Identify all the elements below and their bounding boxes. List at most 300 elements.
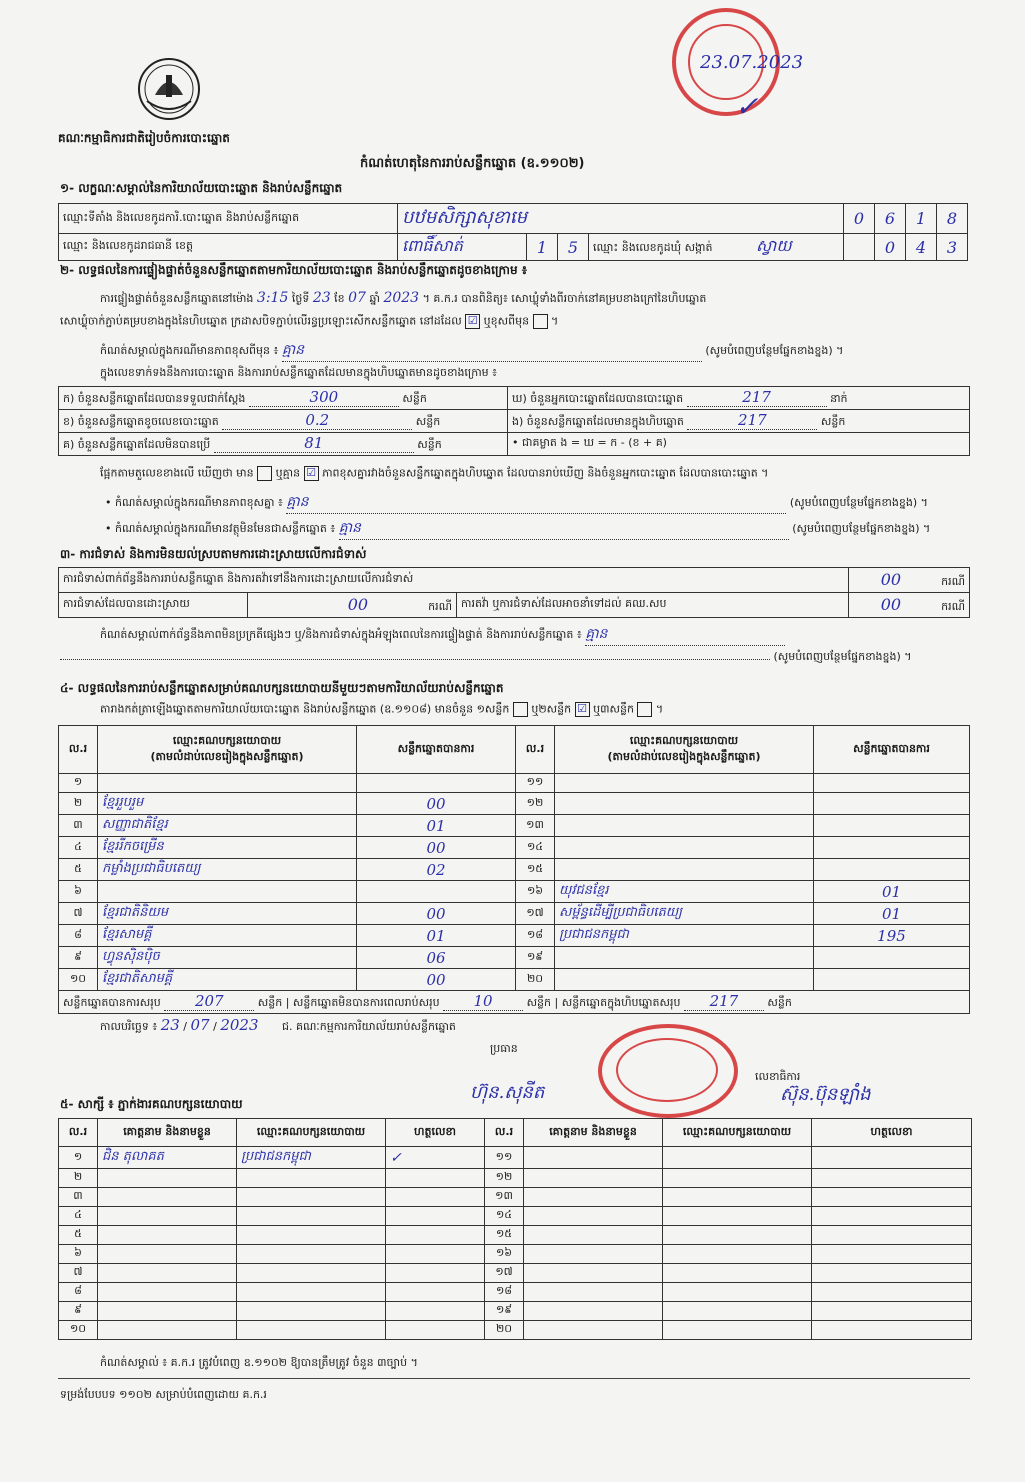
witness-name-right: [524, 1169, 663, 1188]
witness-sign-left: [386, 1169, 485, 1188]
section1-table: [58, 203, 968, 261]
col-votes-right: សន្លឹកឆ្នោតបានការ: [814, 726, 970, 774]
total-invalid-label: សន្លឹកឆ្នោតមិនបានការពេលរាប់សរុប: [292, 996, 440, 1009]
witness-no-left: ២: [59, 1169, 98, 1188]
result-no-right: ១៣: [516, 815, 555, 837]
stat-e-label: ង) ចំនួនសន្លឹកឆ្នោតដែលមានក្នុងហិបឆ្នោត: [512, 415, 684, 428]
witness-no-left: ១០: [59, 1321, 98, 1340]
witness-name-right: [524, 1245, 663, 1264]
objection-row2-right-value: [848, 593, 969, 618]
w-col-no-left: ល.រ: [59, 1119, 98, 1147]
result-no-left: ២: [59, 793, 98, 815]
witness-party-left: [237, 1321, 386, 1340]
result-party-left: [98, 774, 357, 793]
result-votes-left: 01: [357, 815, 516, 837]
results-row: [59, 815, 970, 837]
witness-party-left: [237, 1245, 386, 1264]
witness-name-left: [98, 1169, 237, 1188]
witness-no-right: ១២: [485, 1169, 524, 1188]
witness-party-left: [237, 1302, 386, 1321]
w-col-sign-right: ហត្ថលេខា: [812, 1119, 972, 1147]
sheets-3-checkbox[interactable]: [637, 702, 652, 717]
witness-no-right: ១៣: [485, 1188, 524, 1207]
total-valid: 207: [164, 992, 254, 1011]
results-row: [59, 793, 970, 815]
witness-party-right: [663, 1283, 812, 1302]
witness-no-left: ៩: [59, 1302, 98, 1321]
committee-label: ជ. គណៈកម្មការការិយាល័យរាប់សន្លឹកឆ្នោត: [282, 1020, 456, 1033]
result-no-right: ១៦: [516, 881, 555, 903]
result-no-left: ៦: [59, 881, 98, 903]
diff-text-b: ភាពខុសគ្នារវាងចំនួនសន្លឹកឆ្នោតក្នុងហិបឆ្នោត ដែលបានរាប់ឃើញ និងចំនួនអ្នកបោះឆ្នោត ដែលបានបោះឆ្នោត ។: [322, 466, 769, 480]
stats-intro: ក្នុងលេខទាក់ទងនឹងការបោះឆ្នោត និងការរាប់សន្លឹកឆ្នោតដែលមានក្នុងហិបឆ្នោតមានដូចខាងក្រោម ៖: [100, 366, 497, 379]
verify-year-label: ឆ្នាំ: [369, 292, 380, 305]
section3-note-line2: [60, 650, 970, 666]
org-name: គណៈកម្មាធិការជាតិរៀបចំការបោះឆ្នោត: [58, 131, 230, 145]
objection-row1-unit: ករណី: [941, 574, 965, 588]
witness-name-right: [524, 1283, 663, 1302]
witness-no-right: ១៥: [485, 1226, 524, 1245]
witness-sign-right: [812, 1188, 972, 1207]
witness-sign-left: [386, 1264, 485, 1283]
witness-name-right: [524, 1321, 663, 1340]
witness-name-left: [98, 1245, 237, 1264]
witness-name-right: [524, 1302, 663, 1321]
result-votes-left: 00: [357, 969, 516, 991]
verify-text-b: ។ គ.ក.រ បានពិនិត្យ៖ សោឃ្លុំទាំងពីរចាក់នៅគម្របខាងក្រៅនៃហិបឆ្នោត: [422, 292, 707, 305]
col-party-right-title: ឈ្មោះគណបក្សនយោបាយ: [629, 733, 739, 747]
result-votes-right: [814, 969, 970, 991]
result-no-right: ១៩: [516, 947, 555, 969]
commune-code-3: 3: [937, 234, 968, 261]
result-votes-right: [814, 815, 970, 837]
witness-no-right: ១១: [485, 1147, 524, 1169]
result-no-left: ៥: [59, 859, 98, 881]
col-no-right: ល.រ: [516, 726, 555, 774]
stat-b-unit: សន្លឹក: [415, 415, 441, 428]
witness-no-right: ១៦: [485, 1245, 524, 1264]
witness-no-right: ២០: [485, 1321, 524, 1340]
results-table: [58, 725, 970, 1014]
total-box: 217: [684, 992, 764, 1011]
stat-e-unit: សន្លឹក: [820, 415, 846, 428]
verify-line-2: សោឃ្លុំចាក់ភ្ជាប់គម្របខាងក្នុងនៃហិបឆ្នោត ក្រដាសបិទភ្ជាប់លើរន្ធប្រឡោះសើកសន្លឹកឆ្នោត នៅដដែល ☑ ឬខុសពីមុន ។: [60, 314, 559, 328]
result-votes-left: 02: [357, 859, 516, 881]
stat-b: [59, 410, 508, 433]
verify-text-a: ការផ្ទៀងផ្ទាត់ចំនួនសន្លឹកឆ្នោតនៅម៉ោង: [100, 292, 254, 305]
result-party-left: ខ្មែររួបរួម: [98, 793, 357, 815]
station-value: បឋមសិក្សាសុខាមេ: [398, 204, 844, 234]
result-votes-left: 00: [357, 903, 516, 925]
stat-d-unit: នាក់: [830, 392, 848, 405]
result-votes-right: 195: [814, 925, 970, 947]
results-row: [59, 925, 970, 947]
commune-value: ស្វាយ: [756, 236, 792, 255]
note-hint: (សូមបំពេញបន្ថែមផ្នែកខាងខ្នង) ។: [705, 344, 844, 357]
result-votes-left: 06: [357, 947, 516, 969]
witness-no-left: ៤: [59, 1207, 98, 1226]
results-row: [59, 774, 970, 793]
witness-name-left: [98, 1283, 237, 1302]
date-label: កាលបរិច្ឆេទ ៖: [100, 1020, 158, 1033]
bullet1-line: [105, 492, 928, 514]
result-no-left: ១: [59, 774, 98, 793]
witness-no-left: ៣: [59, 1188, 98, 1207]
result-party-left: ហ្វុនស៊ិនប៉ិច: [98, 947, 357, 969]
results-row: [59, 881, 970, 903]
witness-name-left: ជិន តុលាគត: [98, 1147, 237, 1169]
result-votes-left: 00: [357, 837, 516, 859]
witness-sign-left: [386, 1302, 485, 1321]
result-no-right: ១២: [516, 793, 555, 815]
witness-name-left: [98, 1264, 237, 1283]
verify-day-label: ថ្ងៃទី: [291, 292, 310, 305]
president-label: ប្រធាន: [490, 1042, 518, 1055]
section3-note-dots: [60, 659, 770, 660]
witness-sign-right: [812, 1283, 972, 1302]
witness-party-right: [663, 1321, 812, 1340]
province-label: ឈ្មោះ និងលេខកូដរាជធានី ខេត្ត: [59, 234, 398, 261]
witness-sign-left: [386, 1245, 485, 1264]
witness-no-left: ៧: [59, 1264, 98, 1283]
result-no-right: ២០: [516, 969, 555, 991]
objections-table: [58, 567, 970, 618]
section4-intro-or2: ឬ៣សន្លឹក: [593, 702, 634, 716]
witness-party-right: [663, 1147, 812, 1169]
results-row: [59, 837, 970, 859]
witness-party-left: ប្រជាជនកម្ពុជា: [237, 1147, 386, 1169]
witness-row: [59, 1188, 972, 1207]
secretary-label: លេខាធិការ: [755, 1070, 801, 1083]
station-label: ឈ្មោះទីតាំង និងលេខកូដការិ.បោះឆ្នោត និងរាប់សន្លឹកឆ្នោត: [59, 204, 398, 234]
result-votes-left: [357, 881, 516, 903]
diff-yes-checkbox[interactable]: [257, 466, 272, 481]
date-year: 2023: [220, 1016, 259, 1034]
bullet2-label: • កំណត់សម្គាល់ក្នុងករណីមានវត្ថុមិនមែនជាសន្លឹកឆ្នោត ៖: [105, 522, 336, 535]
result-votes-right: [814, 837, 970, 859]
station-code-4: 8: [937, 204, 968, 234]
stat-b-value: 0.2: [222, 411, 412, 430]
section4-intro-or1: ឬ២សន្លឹក: [531, 702, 572, 716]
witness-sign-right: [812, 1321, 972, 1340]
verify-year: 2023: [383, 290, 420, 306]
verify-or: ឬខុសពីមុន: [483, 314, 530, 328]
witness-party-left: [237, 1283, 386, 1302]
witness-party-right: [663, 1302, 812, 1321]
totals-row: សន្លឹកឆ្នោតបានការសរុប 207 សន្លឹក | សន្លឹកឆ្នោតមិនបានការពេលរាប់សរុប 10 សន្លឹក | សន្លឹកឆ្នោតក្នុងហិបឆ្នោតសរុប 217 សន្លឹក: [59, 991, 970, 1014]
witness-table: [58, 1118, 972, 1340]
result-party-right: យុវជនខ្មែរ: [555, 881, 814, 903]
witness-party-left: [237, 1264, 386, 1283]
stamp-top-signature: ✓: [735, 90, 759, 123]
bullet1-value: គ្មាន: [286, 492, 786, 514]
results-row: [59, 969, 970, 991]
commune-label: [589, 234, 844, 261]
witness-sign-right: [812, 1264, 972, 1283]
objection-row2-value: [248, 593, 457, 618]
w-col-party-right: ឈ្មោះគណបក្សនយោបាយ: [663, 1119, 812, 1147]
nec-emblem-icon: [135, 55, 203, 123]
stat-d-value: 217: [687, 388, 827, 407]
result-party-left: ខ្មែរជាតិនិយម: [98, 903, 357, 925]
result-party-right: សម្ព័ន្ធដើម្បីប្រជាធិបតេយ្យ: [555, 903, 814, 925]
signing-date: កាលបរិច្ឆេទ ៖ 23 / 07 / 2023 ជ. គណៈកម្មការការិយាល័យរាប់សន្លឹកឆ្នោត: [100, 1016, 456, 1034]
province-code-1: 1: [527, 234, 558, 261]
diff-no-checkbox[interactable]: ☑: [304, 466, 319, 481]
w-col-name-left: គោត្តនាម និងនាមខ្លួន: [98, 1119, 237, 1147]
witness-name-left: [98, 1188, 237, 1207]
result-votes-left: 00: [357, 793, 516, 815]
stat-a: [59, 387, 508, 410]
stamp-date: 23.07.2023: [700, 52, 804, 73]
stat-d: [508, 387, 970, 410]
station-code-1: 0: [844, 204, 875, 234]
section3-heading: ៣- ការជំទាស់ និងការមិនយល់ស្របតាមការដោះស្រាយលើការជំទាស់: [60, 547, 367, 561]
witness-name-right: [524, 1147, 663, 1169]
witness-name-right: [524, 1188, 663, 1207]
result-no-left: ៧: [59, 903, 98, 925]
station-code-2: 6: [875, 204, 906, 234]
result-party-left: ខ្មែរសាមគ្គី: [98, 925, 357, 947]
section3-note-label: កំណត់សម្គាល់ពាក់ព័ន្ធនឹងភាពមិនប្រក្រតីផ្សេងៗ ឬ/និងការជំទាស់ក្នុងអំឡុងពេលនៃការផ្ទៀងផ្ទាត់ និងការរាប់សន្លឹកឆ្នោត ៖: [100, 628, 582, 641]
results-row: [59, 859, 970, 881]
results-row: [59, 947, 970, 969]
witness-row: [59, 1245, 972, 1264]
section3-hint: (សូមបំពេញបន្ថែមផ្នែកខាងខ្នង) ។: [773, 650, 912, 663]
objection-row2-right-label: ការតវ៉ា ឬការជំទាស់ដែលអាចនាំទៅដល់ គឈ.សប: [457, 593, 849, 618]
section4-heading: ៤- លទ្ធផលនៃការរាប់សន្លឹកឆ្នោតសម្រាប់គណបក្សនយោបាយនីមួយៗតាមការិយាល័យរាប់សន្លឹកឆ្នោត: [60, 681, 504, 695]
result-party-left: ខ្មែរជាតិសាមគ្គី: [98, 969, 357, 991]
objection-row1-label: ការជំទាស់ពាក់ព័ន្ធនឹងការរាប់សន្លឹកឆ្នោត និងការតវ៉ាទៅនឹងការដោះស្រាយលើការជំទាស់: [59, 568, 849, 593]
w-col-no-right: ល.រ: [485, 1119, 524, 1147]
unchanged-checkbox[interactable]: ☑: [465, 314, 480, 329]
result-no-right: ១៧: [516, 903, 555, 925]
result-party-right: [555, 947, 814, 969]
bullet2-line: [105, 518, 930, 540]
total-box-unit: សន្លឹក: [767, 996, 792, 1009]
witness-row: [59, 1226, 972, 1245]
witness-name-right: [524, 1226, 663, 1245]
result-votes-right: 01: [814, 903, 970, 925]
official-stamp-bottom: [598, 1024, 738, 1118]
col-party-left-sub: (តាមលំដាប់លេខរៀងក្នុងសន្លឹកឆ្នោត): [150, 749, 304, 763]
section4-intro: តារាងកត់ត្រាឡើងឆ្នោតតាមការិយាល័យបោះឆ្នោត និងរាប់សន្លឹកឆ្នោត (ឧ.១១០៨) មានចំនួន ១សន្លឹក ឬ២សន្លឹក ☑ ឬ៣សន្លឹក ។: [100, 702, 664, 716]
stat-a-unit: សន្លឹក: [402, 392, 427, 405]
w-col-sign-left: ហត្ថលេខា: [386, 1119, 485, 1147]
witness-party-right: [663, 1207, 812, 1226]
bullet1-hint: (សូមបំពេញបន្ថែមផ្នែកខាងខ្នង) ។: [789, 496, 928, 509]
result-no-left: ៨: [59, 925, 98, 947]
diff-or: ឬគ្មាន: [275, 466, 301, 480]
witness-sign-left: [386, 1188, 485, 1207]
witness-row: [59, 1169, 972, 1188]
witness-row: [59, 1302, 972, 1321]
witness-sign-right: [812, 1302, 972, 1321]
witness-party-right: [663, 1245, 812, 1264]
footer-text: ទម្រង់បែបបទ ១១០២ សម្រាប់បំពេញដោយ គ.ក.រ: [60, 1388, 267, 1401]
objection-row2-unit: ករណី: [428, 599, 452, 613]
witness-party-left: [237, 1226, 386, 1245]
footnote: កំណត់សម្គាល់ ៖ គ.ក.រ ត្រូវបំពេញ ឧ.១១០២ ឱ្យបានត្រឹមត្រូវ ចំនួន ៣ច្បាប់ ។: [100, 1356, 418, 1369]
witness-name-left: [98, 1207, 237, 1226]
commune-code-empty: [844, 234, 875, 261]
form-title: កំណត់ហេតុនៃការរាប់សន្លឹកឆ្នោត (ឧ.១១០២): [360, 156, 585, 171]
commune-label-text: ឈ្មោះ និងលេខកូដឃុំ សង្កាត់: [593, 241, 713, 254]
station-code-3: 1: [906, 204, 937, 234]
sheets-1-checkbox[interactable]: [513, 702, 528, 717]
w-col-name-right: គោត្តនាម និងនាមខ្លួន: [524, 1119, 663, 1147]
witness-sign-right: [812, 1147, 972, 1169]
witness-party-right: [663, 1264, 812, 1283]
col-party-right: [555, 726, 814, 774]
result-party-left: កម្លាំងប្រជាធិបតេយ្យ: [98, 859, 357, 881]
result-party-right: [555, 815, 814, 837]
total-box-label: សន្លឹកឆ្នោតក្នុងហិបឆ្នោតសរុប: [561, 996, 681, 1009]
stat-c: [59, 433, 508, 456]
witness-party-left: [237, 1207, 386, 1226]
result-no-left: ៤: [59, 837, 98, 859]
witness-row: [59, 1207, 972, 1226]
result-votes-left: [357, 774, 516, 793]
stat-c-value: 81: [214, 434, 414, 453]
total-valid-label: សន្លឹកឆ្នោតបានការសរុប: [63, 996, 161, 1009]
witness-party-right: [663, 1226, 812, 1245]
result-party-left: ខ្មែររីកចម្រើន: [98, 837, 357, 859]
col-no-left: ល.រ: [59, 726, 98, 774]
witness-sign-right: [812, 1207, 972, 1226]
witness-party-right: [663, 1188, 812, 1207]
col-party-left: [98, 726, 357, 774]
witness-party-left: [237, 1188, 386, 1207]
witness-no-left: ១: [59, 1147, 98, 1169]
col-party-right-sub: (តាមលំដាប់លេខរៀងក្នុងសន្លឹកឆ្នោត): [607, 749, 761, 763]
witness-sign-left: [386, 1283, 485, 1302]
stat-d-label: ឃ) ចំនួនអ្នកបោះឆ្នោតដែលបានបោះឆ្នោត: [512, 392, 684, 405]
diff-line: [100, 466, 768, 483]
witness-no-left: ៥: [59, 1226, 98, 1245]
verify-line-1: [100, 290, 970, 308]
note-line: [100, 340, 970, 362]
section1-heading: ១- លក្ខណៈសម្គាល់នៃការិយាល័យបោះឆ្នោត និងរាប់សន្លឹកឆ្នោត: [60, 181, 343, 195]
result-no-right: ១១: [516, 774, 555, 793]
witness-no-left: ៨: [59, 1283, 98, 1302]
stat-a-value: 300: [249, 388, 399, 407]
objection-row2-label: ការជំទាស់ដែលបានដោះស្រាយ: [59, 593, 248, 618]
total-invalid: 10: [443, 992, 523, 1011]
diff-text-a: ផ្អែកតាមតួលេខខាងលើ ឃើញថា មាន: [100, 466, 254, 480]
witness-no-right: ១៤: [485, 1207, 524, 1226]
witness-name-left: [98, 1321, 237, 1340]
result-votes-right: [814, 859, 970, 881]
witness-sign-left: [386, 1321, 485, 1340]
result-party-right: [555, 774, 814, 793]
witness-sign-left: [386, 1207, 485, 1226]
result-no-left: ១០: [59, 969, 98, 991]
objection-row1-value: [848, 568, 969, 593]
date-month: 07: [190, 1016, 210, 1034]
result-votes-right: [814, 947, 970, 969]
secretary-signature: ស៊ុន.ប៊ុនឡាំង: [780, 1084, 871, 1105]
objection-row1-number: 00: [880, 569, 902, 589]
stat-e-value: 217: [687, 411, 817, 430]
witness-no-right: ១៩: [485, 1302, 524, 1321]
total-valid-unit: សន្លឹក: [257, 996, 283, 1009]
witness-name-left: [98, 1302, 237, 1321]
witness-body: [59, 1147, 972, 1340]
stat-a-label: ក) ចំនួនសន្លឹកឆ្នោតដែលបានទទួលជាក់ស្តែង: [63, 392, 246, 405]
section3-note: [100, 624, 785, 646]
witness-no-right: ១៧: [485, 1264, 524, 1283]
result-party-right: [555, 969, 814, 991]
province-code-2: 5: [558, 234, 589, 261]
result-votes-right: [814, 793, 970, 815]
witness-sign-left: ✓: [386, 1147, 485, 1169]
bullet1-label: • កំណត់សម្គាល់ក្នុងករណីមានភាពខុសគ្នា ៖: [105, 496, 283, 509]
verify-month: 07: [348, 290, 366, 306]
result-party-right: [555, 793, 814, 815]
stat-formula: • ជាគម្លាត ង = ឃ = ក - (ខ + គ): [508, 433, 970, 456]
witness-sign-left: [386, 1226, 485, 1245]
note-label: កំណត់សម្គាល់ក្នុងករណីមានភាពខុសពីមុន ៖: [100, 344, 279, 357]
witness-row: [59, 1321, 972, 1340]
witness-no-left: ៦: [59, 1245, 98, 1264]
result-no-right: ១៤: [516, 837, 555, 859]
verify-hour: 3:15: [256, 290, 289, 306]
stats-table: [58, 386, 970, 456]
witness-row: [59, 1147, 972, 1169]
result-votes-right: [814, 774, 970, 793]
sheets-2-checkbox[interactable]: ☑: [575, 702, 590, 717]
province-value: ពោធិ៍សាត់: [398, 234, 527, 261]
bullet2-hint: (សូមបំពេញបន្ថែមផ្នែកខាងខ្នង) ។: [792, 522, 931, 535]
date-day: 23: [160, 1016, 180, 1034]
witness-row: [59, 1264, 972, 1283]
stat-b-label: ខ) ចំនួនសន្លឹកឆ្នោតខូចលេខបោះឆ្នោត: [63, 415, 219, 428]
verify-month-label: ខែ: [334, 292, 345, 305]
section2-heading: ២- លទ្ធផលនៃការផ្ទៀងផ្ទាត់ចំនួនសន្លឹកឆ្នោតតាមការិយាល័យបោះឆ្នោត និងរាប់សន្លឹកឆ្នោតដូចខាងក្រោម ៖: [60, 263, 528, 277]
result-no-left: ៩: [59, 947, 98, 969]
result-party-right: ប្រជាជនកម្ពុជា: [555, 925, 814, 947]
verify-text-c: សោឃ្លុំចាក់ភ្ជាប់គម្របខាងក្នុងនៃហិបឆ្នោត ក្រដាសបិទភ្ជាប់លើរន្ធប្រឡោះសើកសន្លឹកឆ្នោត នៅដដែល: [60, 314, 462, 328]
witness-sign-right: [812, 1245, 972, 1264]
result-no-left: ៣: [59, 815, 98, 837]
stat-c-label: គ) ចំនួនសន្លឹកឆ្នោតដែលមិនបានប្រើ: [63, 438, 211, 451]
stat-c-unit: សន្លឹក: [417, 438, 442, 451]
result-party-right: [555, 837, 814, 859]
stat-e: [508, 410, 970, 433]
verify-day: 23: [312, 290, 331, 306]
result-votes-left: 01: [357, 925, 516, 947]
section5-heading: ៥- សាក្សី ៖ ភ្នាក់ងារគណបក្សនយោបាយ: [60, 1097, 243, 1111]
president-signature: ហ៊ុន.សុនីត: [470, 1082, 545, 1103]
witness-sign-right: [812, 1226, 972, 1245]
witness-row: [59, 1283, 972, 1302]
witness-party-left: [237, 1169, 386, 1188]
section3-note-value: គ្មាន: [585, 624, 785, 646]
bullet2-value: គ្មាន: [339, 518, 789, 540]
witness-name-right: [524, 1264, 663, 1283]
result-party-right: [555, 859, 814, 881]
footer-divider: [58, 1378, 970, 1379]
changed-checkbox[interactable]: [533, 314, 548, 329]
witness-no-right: ១៨: [485, 1283, 524, 1302]
note-value: គ្មាន: [282, 340, 702, 362]
objection-row2-number: 00: [347, 594, 369, 614]
objection-row2-right-number: 00: [880, 594, 902, 614]
total-invalid-unit: សន្លឹក: [526, 996, 552, 1009]
commune-code-1: 0: [875, 234, 906, 261]
w-col-party-left: ឈ្មោះគណបក្សនយោបាយ: [237, 1119, 386, 1147]
